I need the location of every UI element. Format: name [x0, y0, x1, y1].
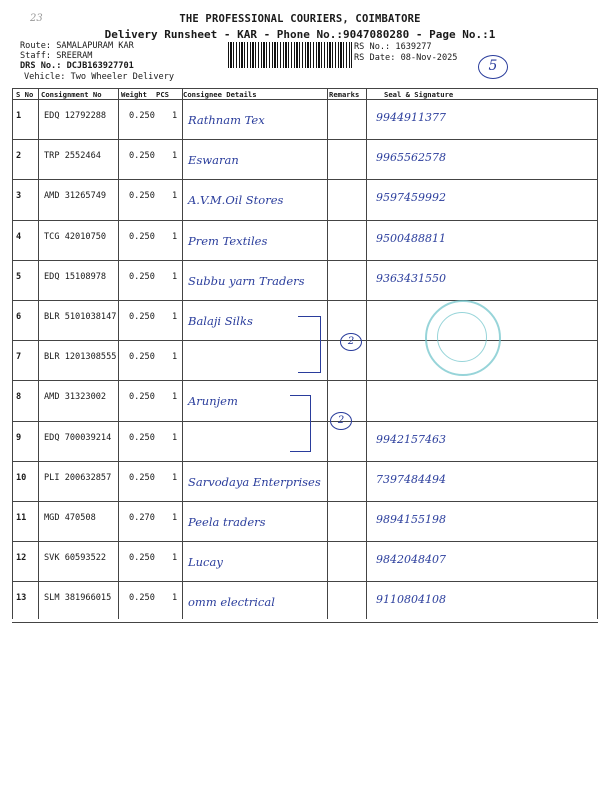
rs-date: RS Date: 08-Nov-2025: [354, 53, 458, 63]
row-signature: 7397484494: [376, 472, 446, 486]
col-header-consignment: Consignment No: [41, 90, 102, 99]
row-weight: 0.250: [129, 231, 155, 242]
row-signature: 9894155198: [376, 513, 446, 526]
company-title: THE PROFESSIONAL COURIERS, COIMBATORE: [179, 13, 421, 25]
row-consignment-no: AMD 31323002: [44, 392, 107, 403]
row-consignment-no: TCG 42010750: [44, 231, 107, 242]
row-consignee: omm electrical: [188, 595, 275, 610]
row-signature: 9842048407: [376, 553, 446, 567]
row-consignee: Peela traders: [188, 515, 266, 529]
row-pcs: 1: [172, 312, 178, 322]
row-divider: [12, 622, 598, 623]
row-pcs: 1: [172, 271, 178, 282]
row-signature: 9944911377: [376, 111, 446, 124]
row-signature: 9363431550: [376, 271, 446, 285]
row-consignment-no: AMD 31265749: [44, 191, 107, 202]
row-weight: 0.250: [129, 472, 155, 483]
drs-label: DRS No.: DCJB163927701: [20, 61, 134, 71]
row-consignment-no: SLM 381966015: [44, 593, 112, 604]
row-consignee: Prem Textiles: [188, 233, 268, 248]
row-consignment-no: SVK 60593522: [44, 553, 107, 564]
remarks-circle: 2: [340, 333, 362, 351]
row-serial: 1: [16, 111, 22, 121]
row-serial: 11: [16, 513, 27, 523]
row-weight: 0.250: [129, 593, 155, 604]
barcode: [228, 42, 352, 68]
row-signature: 9500488811: [376, 231, 446, 245]
row-consignee: Rathnam Tex: [188, 113, 265, 127]
row-serial: 8: [16, 392, 22, 403]
row-weight: 0.250: [129, 432, 155, 443]
rs-number: RS No.: 1639277: [354, 42, 432, 52]
col-header-pcs: PCS: [156, 90, 169, 99]
staff-label: Staff: SREERAM: [20, 51, 93, 61]
row-pcs: 1: [172, 593, 178, 604]
table-row: [12, 139, 598, 179]
remarks-bracket: [290, 395, 311, 452]
row-consignment-no: BLR 1201308555: [44, 352, 117, 363]
table-row: [12, 461, 598, 501]
table-row: [12, 99, 598, 139]
row-consignment-no: TRP 2552464: [44, 151, 101, 162]
row-serial: 10: [16, 472, 27, 483]
row-pcs: 1: [172, 472, 178, 483]
seal-stamp: [425, 300, 501, 376]
row-weight: 0.250: [129, 352, 155, 363]
row-weight: 0.250: [129, 191, 155, 202]
row-pcs: 1: [172, 513, 178, 523]
row-consignment-no: PLI 200632857: [44, 472, 112, 483]
table-row: [12, 260, 598, 300]
row-pcs: 1: [172, 231, 178, 242]
row-weight: 0.250: [129, 151, 155, 162]
row-consignee: Balaji Silks: [188, 314, 253, 328]
remarks-circle: 2: [330, 412, 352, 430]
row-consignment-no: EDQ 12792288: [44, 111, 107, 121]
row-consignee: Lucay: [188, 555, 223, 570]
table-row: [12, 501, 598, 541]
row-pcs: 1: [172, 191, 178, 202]
col-header-seal: Seal & Signature: [384, 90, 454, 99]
row-serial: 4: [16, 231, 22, 242]
row-serial: 12: [16, 553, 27, 564]
row-consignee: Eswaran: [188, 153, 239, 168]
row-pcs: 1: [172, 432, 178, 443]
row-consignee: Subbu yarn Traders: [188, 273, 305, 288]
row-serial: 13: [16, 593, 27, 604]
col-header-sno: S No: [16, 90, 34, 99]
row-consignee: Arunjem: [188, 394, 238, 409]
row-consignee: A.V.M.Oil Stores: [188, 193, 284, 208]
row-serial: 3: [16, 191, 22, 202]
row-pcs: 1: [172, 352, 178, 363]
table-row: [12, 581, 598, 621]
table-row: [12, 179, 598, 219]
row-pcs: 1: [172, 392, 178, 403]
row-signature: 9965562578: [376, 151, 446, 165]
corner-mark: 23: [30, 13, 43, 24]
row-consignee: Sarvodaya Enterprises: [188, 474, 321, 489]
row-weight: 0.250: [129, 392, 155, 403]
route-label: Route: SAMALAPURAM KAR: [20, 41, 134, 51]
col-header-consignee: Consignee Details: [183, 90, 257, 99]
row-pcs: 1: [172, 553, 178, 564]
row-consignment-no: EDQ 700039214: [44, 432, 112, 443]
row-weight: 0.270: [129, 513, 155, 523]
row-signature: 9110804108: [376, 593, 446, 607]
col-header-weight: Weight: [121, 90, 147, 99]
row-signature: 9597459992: [376, 191, 446, 205]
table-top-border: [12, 88, 598, 89]
row-weight: 0.250: [129, 553, 155, 564]
row-serial: 7: [16, 352, 22, 363]
row-serial: 5: [16, 271, 22, 282]
row-consignment-no: BLR 5101038147: [44, 312, 117, 322]
table-row: [12, 220, 598, 260]
row-weight: 0.250: [129, 312, 155, 322]
remarks-bracket: [298, 316, 321, 373]
table-row: [12, 541, 598, 581]
row-consignment-no: EDQ 15108978: [44, 271, 107, 282]
runsheet-subtitle: Delivery Runsheet - KAR - Phone No.:9047080280 - Page No.:1: [104, 28, 496, 41]
col-header-remarks: Remarks: [329, 90, 360, 99]
row-weight: 0.250: [129, 111, 155, 121]
page-mark-circle: 5: [478, 55, 508, 79]
row-signature: 9942157463: [376, 432, 446, 446]
row-pcs: 1: [172, 151, 178, 162]
row-pcs: 1: [172, 111, 178, 121]
row-weight: 0.250: [129, 271, 155, 282]
row-serial: 6: [16, 312, 22, 322]
vehicle-label: Vehicle: Two Wheeler Delivery: [24, 72, 175, 82]
row-serial: 2: [16, 151, 22, 162]
row-consignment-no: MGD 470508: [44, 513, 96, 523]
row-serial: 9: [16, 432, 22, 443]
